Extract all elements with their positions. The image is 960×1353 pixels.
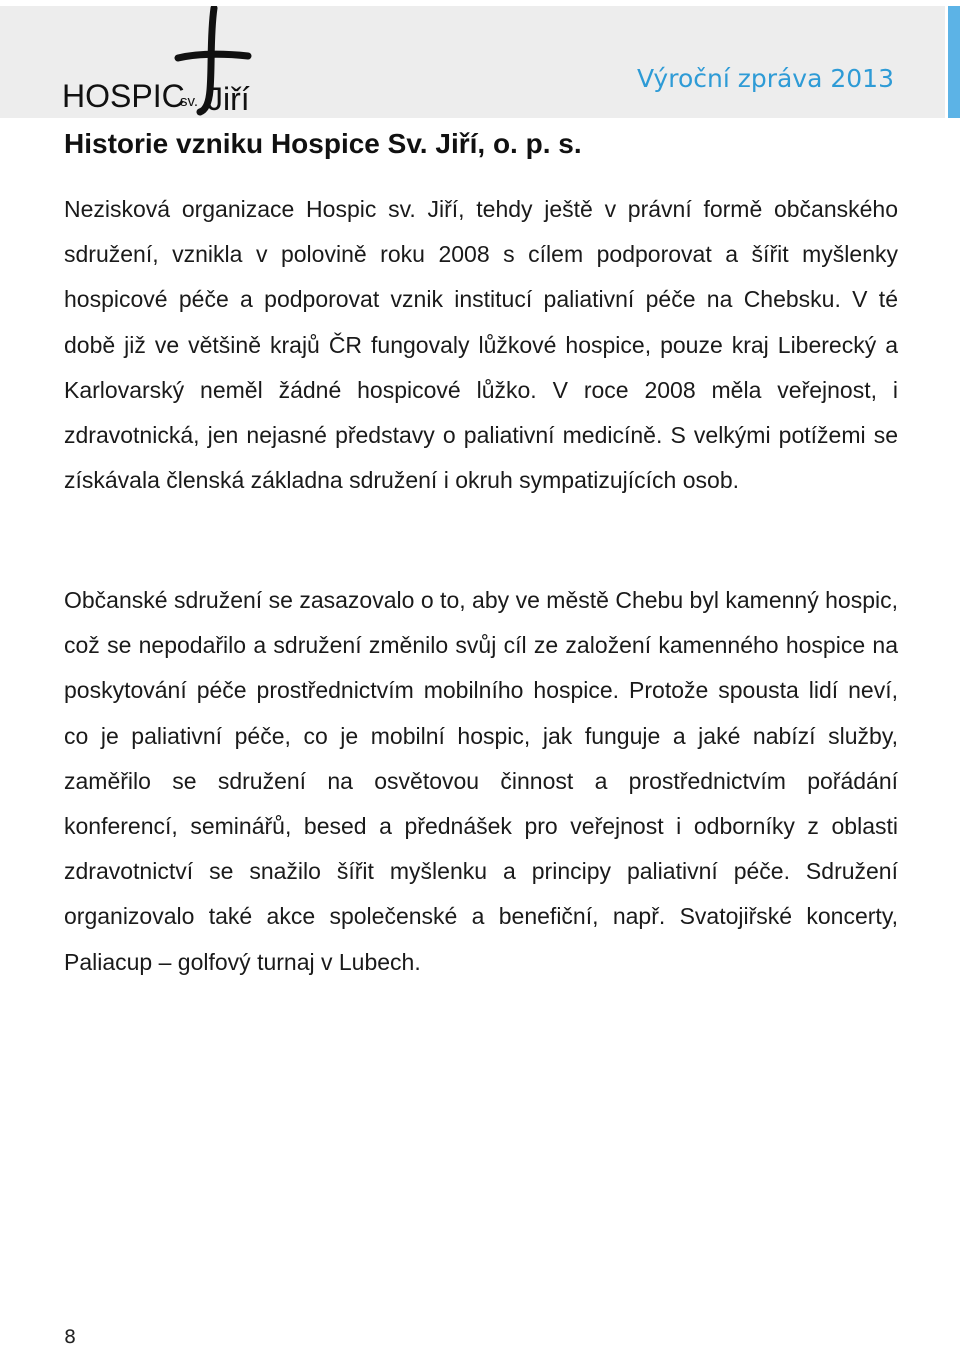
page-heading: Historie vzniku Hospice Sv. Jiří, o. p. s. bbox=[64, 128, 582, 159]
page-number: 8 bbox=[64, 1326, 77, 1348]
paragraph-2: Občanské sdružení se zasazovalo o to, aby ve městě Chebu byl kamenný hospic, což se nepodařilo a sdružení změnilo svůj cíl ze založení kamenného hospice na poskytování péče prostřednictvím mobilního hospice. Protože spousta lidí neví, co je paliativní péče, co je mobilní hospic, jak funguje a jaké nabízí služby, zaměřilo se sdružení na osvětovou činnost a prostřednictvím pořádání konferencí, seminářů, besed a přednášek pro veřejnost i odborníky z oblasti zdravotnictví se snažilo šířit myšlenku a principy paliativní péče. Sdružení organizovalo také akce společenské a benefiční, např. Svatojiřské koncerty, Paliacup – golfový turnaj v Lubech. bbox=[64, 587, 898, 975]
logo-cross-horizontal bbox=[178, 54, 248, 58]
logo-sub: sv. bbox=[180, 93, 199, 110]
logo-text: HOSPIC bbox=[62, 78, 185, 114]
paragraph-1: Nezisková organizace Hospic sv. Jiří, tehdy ještě v právní formě občanského sdružení, vznikla v polovině roku 2008 s cílem podporovat a šířit myšlenky hospicové péče a podporovat vznik institucí paliativní péče na Chebsku. V té době již ve většině krajů ČR fungovaly lůžkové hospice, pouze kraj Liberecký a Karlovarský neměl žádné hospicové lůžko. V roce 2008 měla veřejnost, i zdravotnická, jen nejasné představy o paliativní medicíně. S velkými potížemi se získávala členská základna sdružení i okruh sympatizujících osob. bbox=[64, 196, 898, 494]
report-title: Výroční zpráva 2013 bbox=[636, 64, 894, 93]
logo-name: Jiří bbox=[207, 81, 250, 117]
header-accent-bar bbox=[948, 6, 960, 118]
hospic-logo bbox=[60, 6, 260, 118]
